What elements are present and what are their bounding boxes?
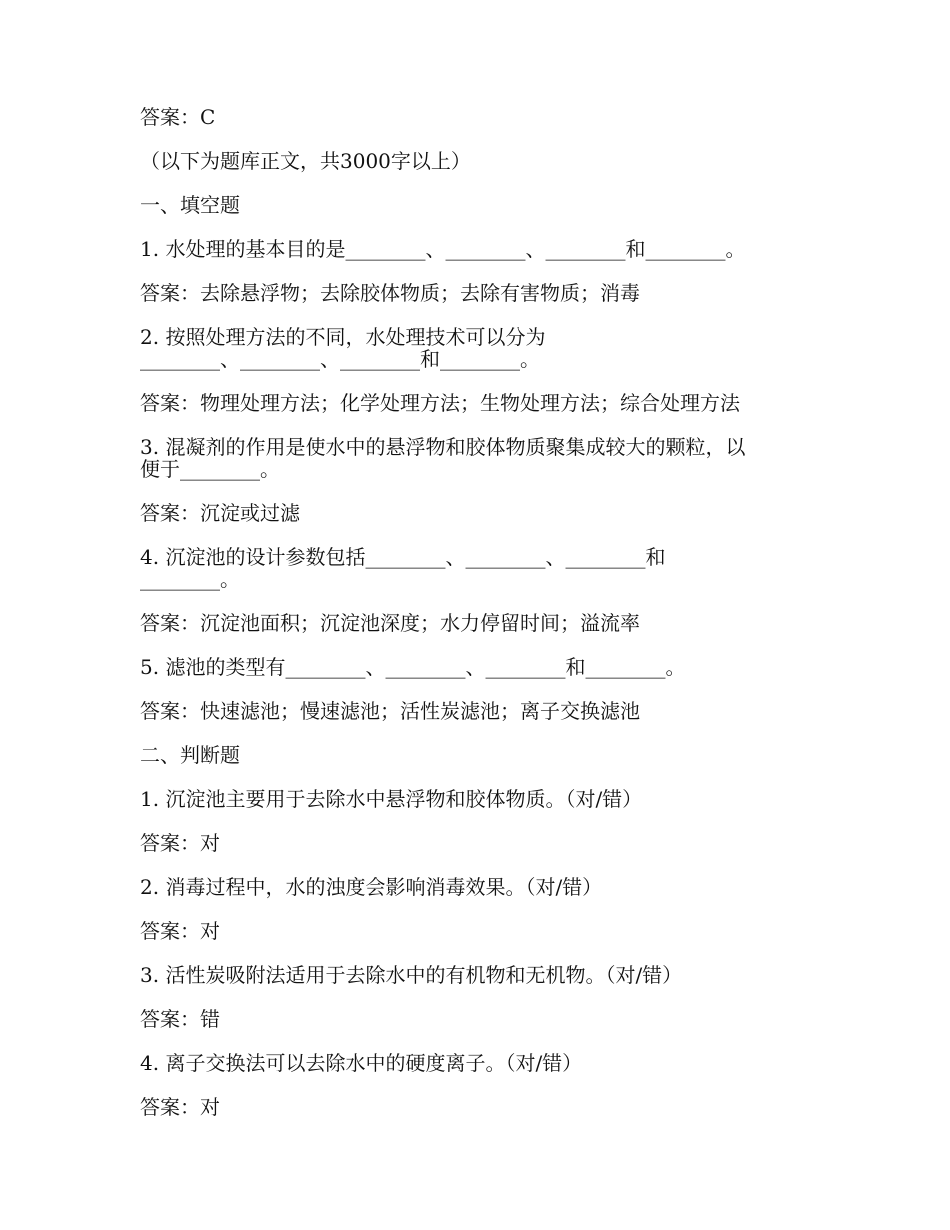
question-4-line-2: ________。 bbox=[140, 567, 240, 591]
question-2-line-2: ________、________、________和________。 bbox=[140, 347, 540, 371]
tf-answer-3: 答案：错 bbox=[140, 1007, 220, 1031]
question-4-line-1: 4. 沉淀池的设计参数包括________、________、________和 bbox=[140, 545, 666, 569]
answer-5: 答案：快速滤池；慢速滤池；活性炭滤池；离子交换滤池 bbox=[140, 699, 640, 723]
question-3 bbox=[140, 436, 820, 480]
answer-4: 答案：沉淀池面积；沉淀池深度；水力停留时间；溢流率 bbox=[140, 611, 640, 635]
answer-line: 答案：C bbox=[140, 105, 216, 129]
question-1: 1. 水处理的基本目的是________、________、________和________。 bbox=[140, 237, 746, 261]
section-heading-fill-in: 一、填空题 bbox=[140, 193, 240, 217]
question-2 bbox=[140, 326, 820, 370]
question-4 bbox=[140, 546, 820, 590]
tf-answer-1: 答案：对 bbox=[140, 831, 220, 855]
tf-question-4: 4. 离子交换法可以去除水中的硬度离子。（对/错） bbox=[140, 1051, 583, 1075]
tf-question-2: 2. 消毒过程中，水的浊度会影响消毒效果。（对/错） bbox=[140, 875, 603, 899]
question-3-line-2: 便于________。 bbox=[140, 457, 280, 481]
tf-answer-2: 答案：对 bbox=[140, 919, 220, 943]
document-page bbox=[140, 106, 820, 1140]
answer-2: 答案：物理处理方法；化学处理方法；生物处理方法；综合处理方法 bbox=[140, 391, 740, 415]
question-2-line-1: 2. 按照处理方法的不同，水处理技术可以分为 bbox=[140, 325, 546, 349]
answer-1: 答案：去除悬浮物；去除胶体物质；去除有害物质；消毒 bbox=[140, 281, 640, 305]
section-heading-true-false: 二、判断题 bbox=[140, 743, 240, 767]
tf-answer-4: 答案：对 bbox=[140, 1095, 220, 1119]
question-3-line-1: 3. 混凝剂的作用是使水中的悬浮物和胶体物质聚集成较大的颗粒，以 bbox=[140, 435, 746, 459]
tf-question-1: 1. 沉淀池主要用于去除水中悬浮物和胶体物质。（对/错） bbox=[140, 787, 643, 811]
tf-question-3: 3. 活性炭吸附法适用于去除水中的有机物和无机物。（对/错） bbox=[140, 963, 683, 987]
intro-note: （以下为题库正文，共3000字以上） bbox=[140, 149, 471, 173]
answer-3: 答案：沉淀或过滤 bbox=[140, 501, 300, 525]
question-5: 5. 滤池的类型有________、________、________和________。 bbox=[140, 655, 686, 679]
